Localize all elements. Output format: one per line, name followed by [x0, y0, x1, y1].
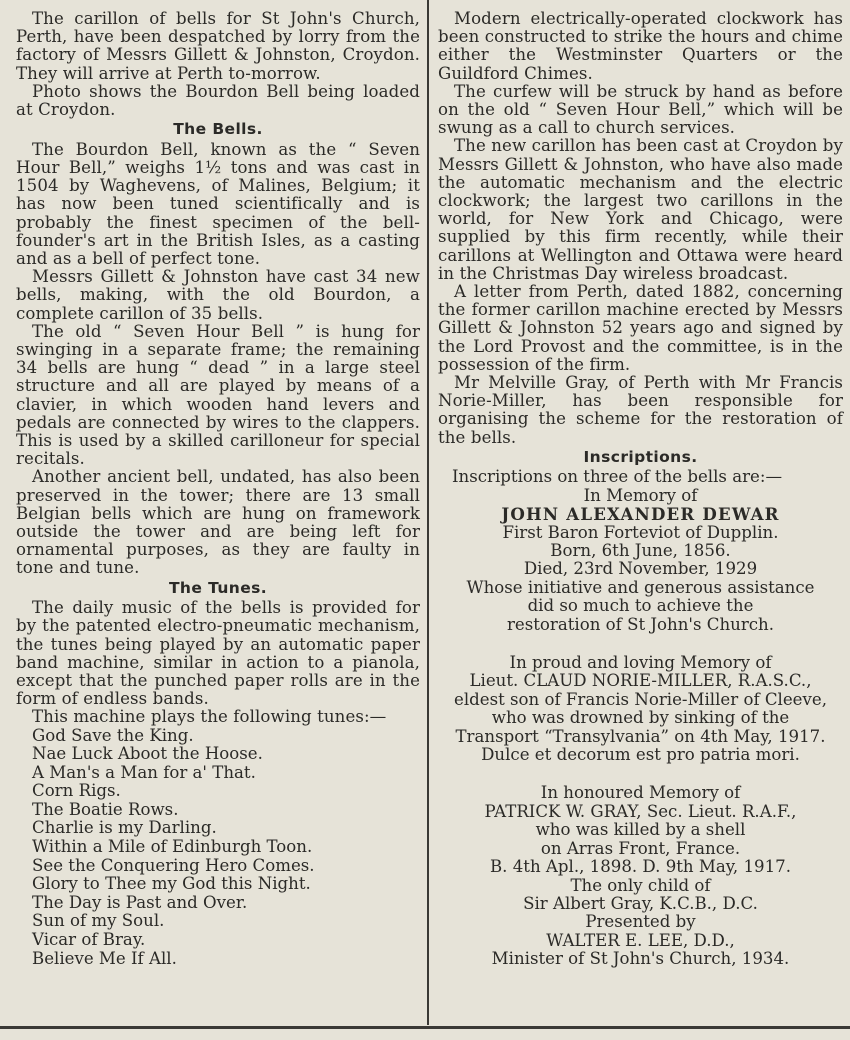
tune-item: Sun of my Soul. [32, 911, 165, 931]
spacer [438, 634, 843, 654]
intro-paragraph: Photo shows the Bourdon Bell being loaded at Croydon. [16, 81, 420, 120]
tune-item: Corn Rigs. [32, 781, 121, 801]
inscription-line: In Memory of [583, 485, 698, 505]
inscription-line: Sir Albert Gray, K.C.B., D.C. [523, 893, 758, 913]
inscription-line: Minister of St John's Church, 1934. [491, 949, 790, 969]
tunes-heading: The Tunes. [168, 578, 268, 597]
bells-paragraph: Another ancient bell, undated, has also been preserved in the tower; there are 13 small Belgian bells which are hung on framework outside the tower and are being left for ornamental purposes, as they are faulty in tone and tune. [16, 467, 420, 578]
tunes-paragraph: This machine plays the following tunes:— [32, 707, 387, 727]
inscription-line: Born, 6th June, 1856. [550, 541, 731, 560]
tune-item: Vicar of Bray. [32, 930, 146, 950]
inscriptions-intro: Inscriptions on three of the bells are:— [452, 467, 783, 487]
column-divider [427, 0, 429, 1025]
body-paragraph: The curfew will be struck by hand as before on the old “ Seven Hour Bell,” which will be swung as a call to church services. [438, 81, 843, 138]
bells-paragraph: The Bourdon Bell, known as the “ Seven Hour Bell,” weighs 1½ tons and was cast in 1504 by Waghevens, of Malines, Belgium; it has now been tuned scientifically and is probably the finest specimen of the bell-founder's art in the British Isles, as a casting and as a bell of perfect tone. [16, 139, 420, 268]
right-column [438, 10, 843, 969]
inscription-line: In honoured Memory of [540, 783, 741, 803]
inscription-line: Transport “Transylvania” on 4th May, 1917. [455, 726, 826, 746]
inscription-line: First Baron Forteviot of Dupplin. [502, 522, 779, 542]
tune-item: Charlie is my Darling. [32, 818, 217, 838]
body-paragraph: Modern electrically-operated clockwork has been constructed to strike the hours and chime either the Westminster Quarters or the Guildford Chimes. [438, 9, 843, 83]
tune-item: Glory to Thee my God this Night. [32, 874, 311, 894]
body-paragraph: A letter from Perth, dated 1882, concerning the former carillon machine erected by Messrs Gillett & Johnston 52 years ago and signed by the Lord Provost and the committee, is in the possession of the firm. [438, 282, 843, 374]
inscription-name: PATRICK W. GRAY, Sec. Lieut. R.A.F., [484, 801, 797, 821]
inscription-line: did so much to achieve the [527, 596, 754, 616]
body-paragraph: Mr Melville Gray, of Perth with Mr Francis Norie-Miller, has been responsible for organising the scheme for the restoration of the bells. [438, 373, 843, 447]
inscription-dewar [438, 487, 843, 634]
bells-paragraph: Messrs Gillett & Johnston have cast 34 new bells, making, with the old Bourdon, a complete carillon of 35 bells. [16, 267, 420, 323]
inscription-norie-miller [438, 654, 843, 764]
inscription-line: who was drowned by sinking of the [491, 708, 790, 728]
tune-item: The Day is Past and Over. [32, 892, 248, 912]
tunes-paragraph: The daily music of the bells is provided for by the patented electro-pneumatic mechanism, the tunes being played by an automatic paper band machine, similar in action to a pianola, except that the punched paper rolls are in the form of endless bands. [16, 598, 420, 709]
bells-paragraph: The old “ Seven Hour Bell ” is hung for swinging in a separate frame; the remaining 34 bells are hung “ dead ” in a large steel structure and all are played by means of a clavier, in which wooden hand levers and pedals are connected by wires to the clappers. This is used by a skilled carilloneur for special recitals. [16, 321, 420, 469]
inscription-name: JOHN ALEXANDER DEWAR [501, 504, 780, 525]
inscription-name: WALTER E. LEE, D.D., [546, 930, 735, 950]
tune-item: Nae Luck Aboot the Hoose. [32, 744, 263, 764]
inscription-line: Dulce et decorum est pro patria mori. [481, 745, 800, 765]
inscription-gray [438, 784, 843, 968]
spacer [438, 764, 843, 784]
inscription-line: In proud and loving Memory of [509, 653, 772, 673]
inscription-line: who was killed by a shell [535, 820, 746, 840]
tune-item: The Boatie Rows. [32, 799, 179, 819]
inscription-line: The only child of [570, 875, 711, 895]
inscriptions-heading: Inscriptions. [583, 447, 698, 466]
tune-item: A Man's a Man for a' That. [32, 762, 256, 782]
inscription-line: Presented by [585, 912, 696, 932]
inscription-line: on Arras Front, France. [540, 838, 741, 858]
inscription-line: eldest son of Francis Norie-Miller of Cleeve, [454, 689, 827, 709]
inscription-name: Lieut. CLAUD NORIE-MILLER, R.A.S.C., [469, 671, 812, 691]
tune-item: Within a Mile of Edinburgh Toon. [32, 837, 313, 857]
bottom-rule [0, 1026, 850, 1029]
tunes-list [16, 727, 420, 969]
left-column [16, 10, 420, 968]
bells-heading: The Bells. [173, 120, 263, 139]
intro-paragraph: The carillon of bells for St John's Church, Perth, have been despatched by lorry from the factory of Messrs Gillett & Johnston, Croydon. They will arrive at Perth to-morrow. [16, 9, 420, 83]
tune-item: God Save the King. [32, 725, 194, 745]
inscription-line: Whose initiative and generous assistance [466, 577, 815, 597]
tune-item: See the Conquering Hero Comes. [32, 855, 315, 875]
inscription-line: restoration of St John's Church. [506, 614, 775, 634]
body-paragraph: The new carillon has been cast at Croydon by Messrs Gillett & Johnston, who have also made the automatic mechanism and the electric clockwork; the largest two carillons in the world, for New York and Chicago, were supplied by this firm recently, while their carillons at Wellington and Ottawa were heard in the Christmas Day wireless broadcast. [438, 136, 843, 283]
tune-item: Believe Me If All. [32, 948, 177, 968]
inscription-line: Died, 23rd November, 1929 [523, 559, 758, 579]
inscription-line: B. 4th Apl., 1898. D. 9th May, 1917. [489, 857, 791, 877]
